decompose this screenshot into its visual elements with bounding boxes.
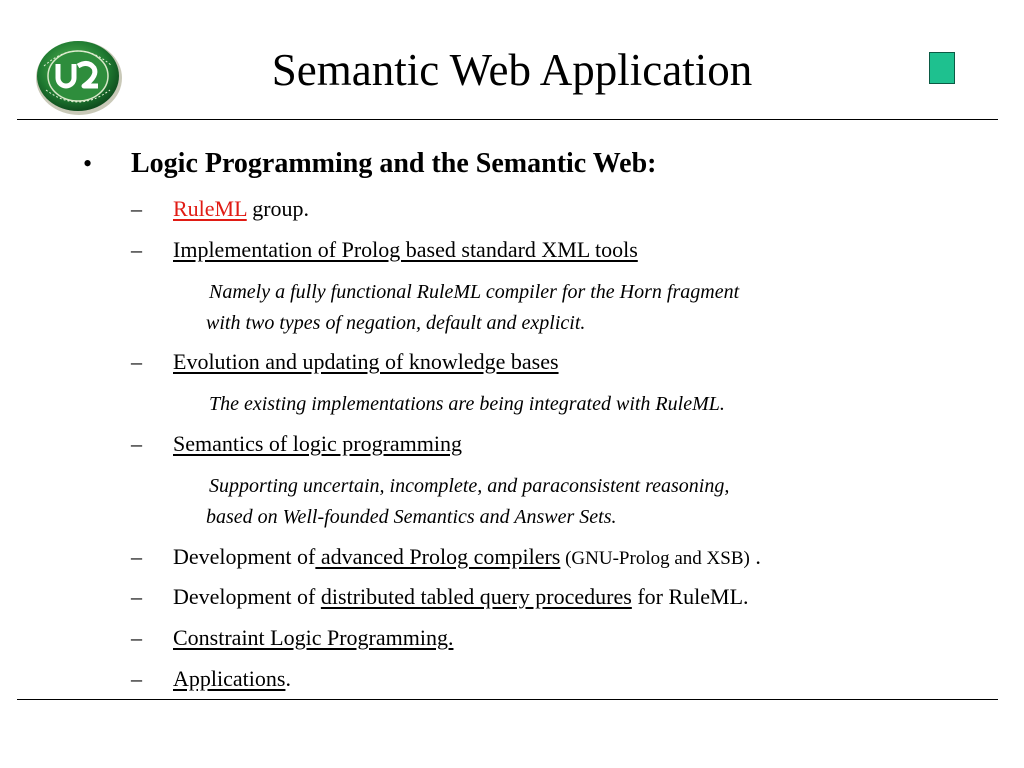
note-line: The existing implementations are being integrated with RuleML.: [209, 393, 725, 415]
note-line: based on Well-founded Semantics and Answer Sets.: [206, 506, 617, 528]
applications-suffix: .: [285, 666, 291, 691]
note-line: Namely a fully functional RuleML compiler for the Horn fragment: [209, 281, 740, 303]
bullet-marker: •: [83, 149, 93, 178]
dash-marker: –: [131, 431, 142, 456]
distributed-suffix: for RuleML.: [631, 584, 749, 609]
bottom-divider: [17, 699, 998, 700]
compilers-link[interactable]: advanced Prolog compilers: [315, 544, 561, 569]
compilers-suffix: .: [749, 544, 761, 569]
dash-marker: –: [131, 666, 142, 691]
slide-nav-button[interactable]: [929, 52, 955, 84]
compilers-note: (GNU-Prolog and XSB): [560, 548, 750, 569]
semantics-note: [206, 471, 729, 533]
section-heading: Logic Programming and the Semantic Web:: [131, 148, 657, 179]
note-line: Supporting uncertain, incomplete, and paraconsistent reasoning,: [209, 475, 730, 497]
clp-link[interactable]: Constraint Logic Programming.: [173, 625, 454, 650]
dash-marker: –: [131, 349, 142, 374]
dash-marker: –: [131, 544, 142, 569]
semantics-link[interactable]: Semantics of logic programming: [173, 431, 462, 456]
dash-marker: –: [131, 196, 142, 221]
distributed-link[interactable]: distributed tabled query procedures: [320, 584, 632, 609]
dash-marker: –: [131, 584, 142, 609]
prolog-tools-link[interactable]: Implementation of Prolog based standard XML tools: [173, 237, 638, 262]
evolution-note: [206, 389, 725, 420]
prolog-tools-note: [206, 277, 739, 339]
top-divider: [17, 119, 998, 120]
applications-link[interactable]: Applications: [173, 666, 286, 691]
ruleml-link[interactable]: RuleML: [173, 196, 247, 221]
slide-title: Semantic Web Application: [271, 45, 753, 95]
compilers-prefix: Development of: [173, 544, 316, 569]
note-line: with two types of negation, default and explicit.: [206, 312, 586, 334]
dash-marker: –: [131, 237, 142, 262]
ruleml-rest: group.: [246, 196, 310, 221]
dash-marker: –: [131, 625, 142, 650]
distributed-prefix: Development of: [173, 584, 321, 609]
evolution-link[interactable]: Evolution and updating of knowledge bases: [173, 349, 559, 374]
